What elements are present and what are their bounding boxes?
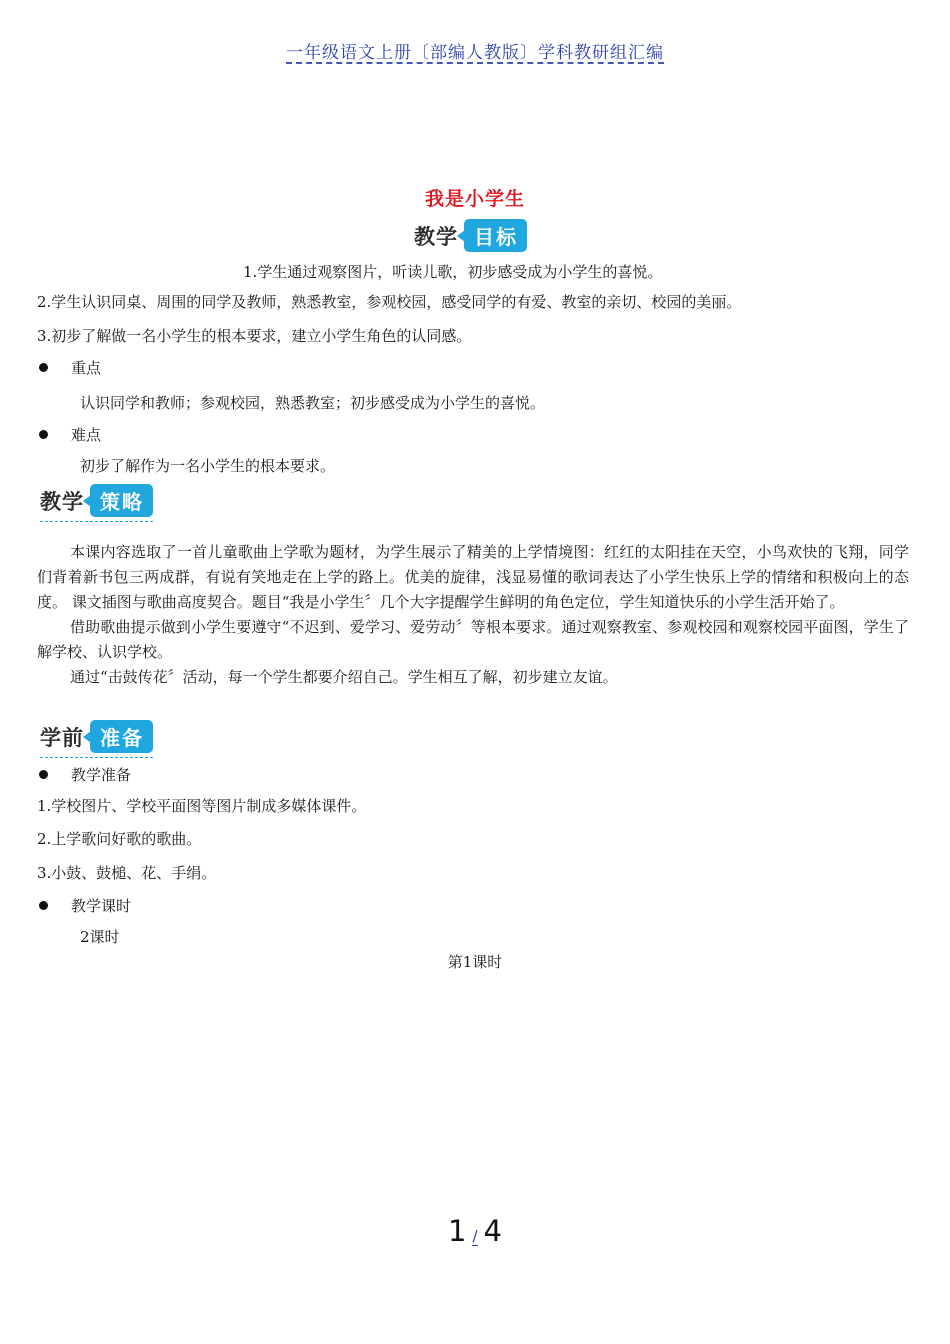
goal-item-2: 2.学生认识同桌、周围的同学及教师，熟悉教室，参观校园，感受同学的有爱、教室的亲切、校园的美丽。 bbox=[37, 293, 742, 311]
goal-item-3: 3.初步了解做一名小学生的根本要求，建立小学生角色的认同感。 bbox=[37, 327, 472, 345]
page-current: 1 bbox=[448, 1214, 467, 1248]
badge-prep-blue-text: 准备 bbox=[90, 720, 153, 753]
badge-underline bbox=[40, 757, 153, 758]
goal-item-1: 1.学生通过观察图片，听读儿歌，初步感受成为小学生的喜悦。 bbox=[243, 263, 663, 281]
hours-label: 教学课时 bbox=[71, 897, 132, 915]
section-badge-prep bbox=[40, 720, 153, 753]
bullet-dot bbox=[39, 770, 48, 779]
hours-value: 2课时 bbox=[80, 928, 120, 946]
badge-prep-dark-text: 学前 bbox=[40, 725, 84, 750]
prep-item-3: 3.小鼓、鼓槌、花、手绢。 bbox=[37, 864, 217, 882]
prep-item-1: 1.学校图片、学校平面图等图片制成多媒体课件。 bbox=[37, 797, 367, 815]
bullet-dot bbox=[39, 430, 48, 439]
bullet-dot bbox=[39, 901, 48, 910]
lesson-label: 第1课时 bbox=[447, 953, 503, 971]
strategy-paragraph-2: 借助歌曲提示做到小学生要遵守“不迟到、爱学习、爱劳动〞等根本要求。通过观察教室、参观校园和观察校园平面图，学生了解学校、认识学校。 bbox=[37, 618, 909, 661]
page-header bbox=[0, 38, 950, 63]
badge-goals-dark-text: 教学 bbox=[414, 224, 458, 249]
difficulty-text: 初步了解作为一名小学生的根本要求。 bbox=[80, 457, 336, 475]
prep-item-2: 2.上学歌问好歌的歌曲。 bbox=[37, 830, 202, 848]
prep-label: 教学准备 bbox=[71, 766, 132, 784]
strategy-paragraph-1: 本课内容选取了一首儿童歌曲上学歌为题材，为学生展示了精美的上学情境图：红红的太阳挂在天空，小鸟欢快的飞翔，同学们背着新书包三两成群，有说有笑地走在上学的路上。优美的旋律，浅显易懂的歌词表达了小学生快乐上学的情绪和积极向上的态度。 课文插图与歌曲高度契合。题目“我是小学生〞几个大字提醒学生鲜明的角色定位，学生知道快乐的小学生活开始了。 bbox=[37, 543, 909, 611]
lesson-title: 我是小学生 bbox=[424, 188, 525, 210]
section-badge-goals bbox=[414, 219, 527, 252]
strategy-paragraph-3: 通过“击鼓传花〞活动，每一个学生都要介绍自己。学生相互了解，初步建立友谊。 bbox=[70, 668, 618, 686]
badge-strategy-blue-text: 策略 bbox=[90, 484, 153, 517]
section-badge-strategy bbox=[40, 484, 153, 517]
badge-underline bbox=[40, 521, 153, 522]
bullet-dot bbox=[39, 363, 48, 372]
page-number bbox=[0, 1214, 950, 1248]
badge-strategy-dark-text: 教学 bbox=[40, 489, 84, 514]
strategy-text bbox=[37, 540, 909, 690]
page-total: 4 bbox=[483, 1214, 502, 1248]
page-separator: / bbox=[472, 1227, 478, 1245]
header-text: 一年级语文上册〔部编人教版〕学科教研组汇编 bbox=[286, 43, 664, 63]
badge-goals-blue-text: 目标 bbox=[464, 219, 527, 252]
difficulty-label: 难点 bbox=[71, 426, 102, 444]
key-point-label: 重点 bbox=[71, 359, 102, 377]
key-point-text: 认识同学和教师；参观校园，熟悉教室；初步感受成为小学生的喜悦。 bbox=[80, 394, 546, 412]
